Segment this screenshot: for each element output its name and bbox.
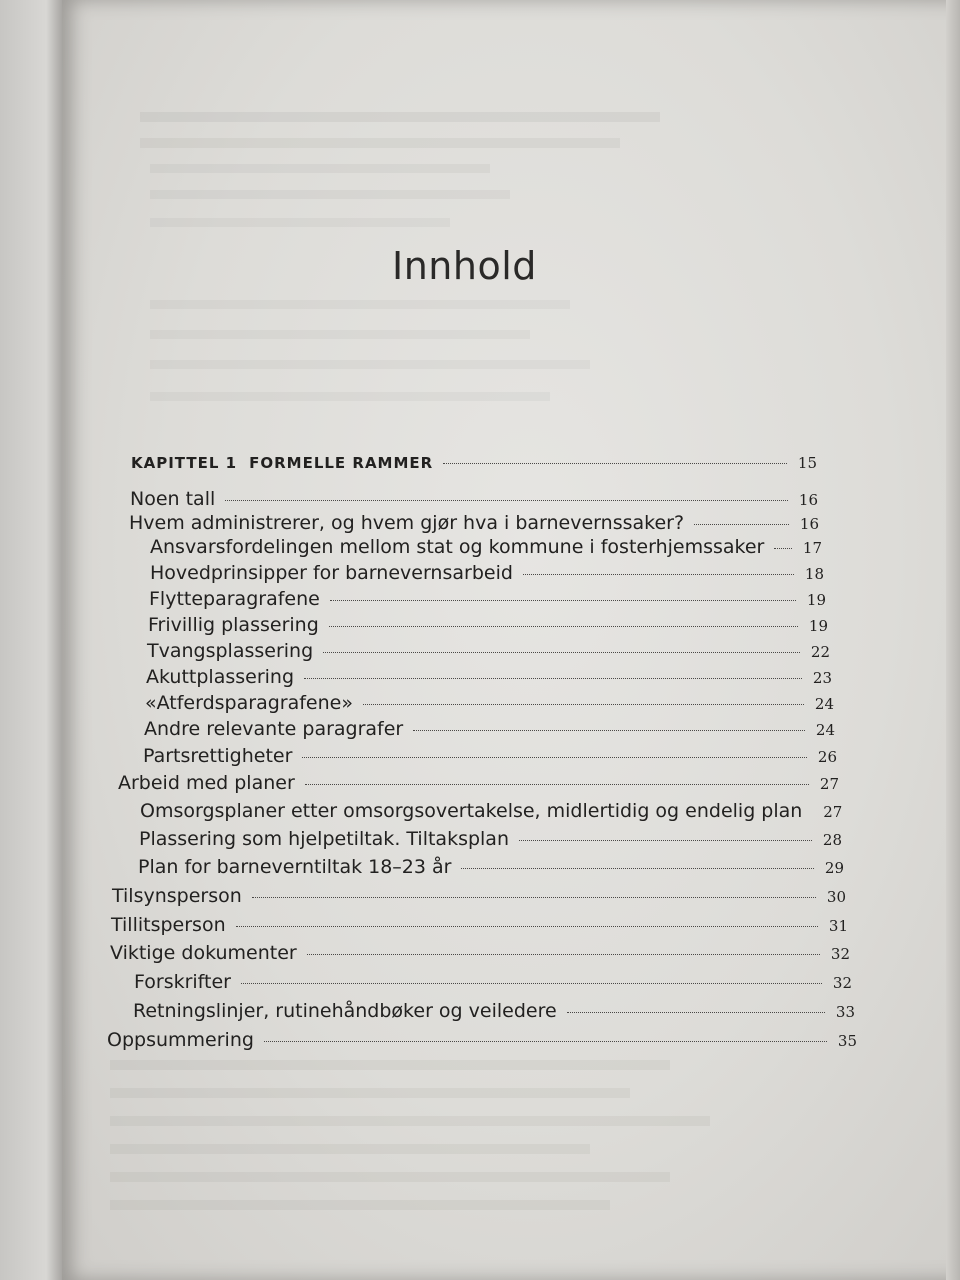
- dot-leader: [330, 599, 796, 601]
- toc-entry: [150, 562, 824, 584]
- dot-leader: [461, 867, 814, 869]
- dot-leader: [252, 896, 816, 898]
- page-number: 19: [806, 591, 826, 609]
- entry-label: Tillitsperson: [111, 914, 226, 936]
- page-number: 24: [815, 721, 835, 739]
- toc-entry: [147, 640, 830, 662]
- toc-entry: [111, 914, 848, 936]
- page-number: 15: [797, 454, 817, 472]
- page-number: 33: [835, 1003, 855, 1021]
- toc-entry: [148, 614, 828, 636]
- entry-label: Tvangsplassering: [147, 640, 314, 662]
- dot-leader: [302, 756, 807, 758]
- dot-leader: [443, 462, 787, 464]
- chapter-title: FORMELLE RAMMER: [249, 454, 434, 472]
- toc-entry: [138, 856, 844, 878]
- dot-leader: [225, 499, 788, 501]
- dot-leader: [236, 925, 818, 927]
- entry-label: Tilsynsperson: [112, 885, 242, 907]
- dot-leader: [363, 703, 804, 705]
- entry-label: Andre relevante paragrafer: [144, 718, 404, 740]
- page-number: 31: [828, 917, 848, 935]
- toc-entry: [140, 800, 843, 822]
- toc-entry: [110, 942, 850, 964]
- page-number: 16: [798, 491, 818, 509]
- entry-label: Hvem administrerer, og hvem gjør hva i barnevernssaker?: [129, 512, 685, 534]
- toc-entry: [145, 692, 834, 714]
- dot-leader: [774, 547, 792, 549]
- entry-label: Hovedprinsipper for barnevernsarbeid: [150, 562, 513, 584]
- entry-label: Noen tall: [130, 488, 216, 510]
- dot-leader: [323, 651, 800, 653]
- toc-entry: [144, 718, 835, 740]
- page-number: 32: [830, 945, 850, 963]
- toc-entry: [129, 512, 819, 534]
- entry-label: Partsrettigheter: [143, 745, 293, 767]
- dot-leader: [241, 982, 822, 984]
- entry-label: Ansvarsfordelingen mellom stat og kommune i fosterhjemssaker: [150, 536, 765, 558]
- entry-label: «Atferdsparagrafene»: [145, 692, 353, 714]
- page-number: 18: [804, 565, 824, 583]
- toc-entry: [118, 772, 839, 794]
- entry-label: Viktige dokumenter: [110, 942, 297, 964]
- page-number: 16: [799, 515, 819, 533]
- page-number: 29: [824, 859, 844, 877]
- toc-entry: [130, 488, 818, 510]
- page-number: 27: [823, 803, 843, 821]
- toc-entry: [146, 666, 832, 688]
- dot-leader: [694, 523, 789, 525]
- entry-label: Plassering som hjelpetiltak. Tiltaksplan: [139, 828, 509, 850]
- page-title: Innhold: [392, 244, 537, 288]
- page-number: 27: [819, 775, 839, 793]
- page-number: 30: [826, 888, 846, 906]
- toc-chapter-row: [131, 454, 817, 472]
- entry-label: Retningslinjer, rutinehåndbøker og veiledere: [133, 1000, 557, 1022]
- page-number: 17: [802, 539, 822, 557]
- toc-entry: [139, 828, 842, 850]
- dot-leader: [413, 729, 805, 731]
- entry-label: Oppsummering: [107, 1029, 254, 1051]
- dot-leader: [519, 839, 812, 841]
- toc-entry: [150, 536, 822, 558]
- page-number: 22: [810, 643, 830, 661]
- page-number: 32: [832, 974, 852, 992]
- page-number: 24: [814, 695, 834, 713]
- toc-entry: [143, 745, 837, 767]
- entry-label: Plan for barneverntiltak 18–23 år: [138, 856, 452, 878]
- dot-leader: [305, 783, 809, 785]
- page-number: 19: [808, 617, 828, 635]
- dot-leader: [329, 625, 798, 627]
- toc-entry: [112, 885, 846, 907]
- dot-leader: [567, 1011, 825, 1013]
- toc-entry: [107, 1029, 857, 1051]
- dot-leader: [523, 573, 794, 575]
- entry-label: Frivillig plassering: [148, 614, 319, 636]
- page-number: 35: [837, 1032, 857, 1050]
- chapter-number: KAPITTEL 1: [131, 454, 238, 472]
- page-number: 26: [817, 748, 837, 766]
- page-number: 23: [812, 669, 832, 687]
- entry-label: Flytteparagrafene: [149, 588, 320, 610]
- toc-entry: [134, 971, 852, 993]
- dot-leader: [264, 1040, 827, 1042]
- toc-entry: [149, 588, 826, 610]
- dot-leader: [307, 953, 820, 955]
- entry-label: Akuttplassering: [146, 666, 295, 688]
- page-number: 28: [822, 831, 842, 849]
- entry-label: Forskrifter: [134, 971, 231, 993]
- entry-label: Arbeid med planer: [118, 772, 295, 794]
- entry-label: Omsorgsplaner etter omsorgsovertakelse, midlertidig og endelig plan: [140, 800, 803, 822]
- dot-leader: [304, 677, 802, 679]
- toc-entry: [133, 1000, 855, 1022]
